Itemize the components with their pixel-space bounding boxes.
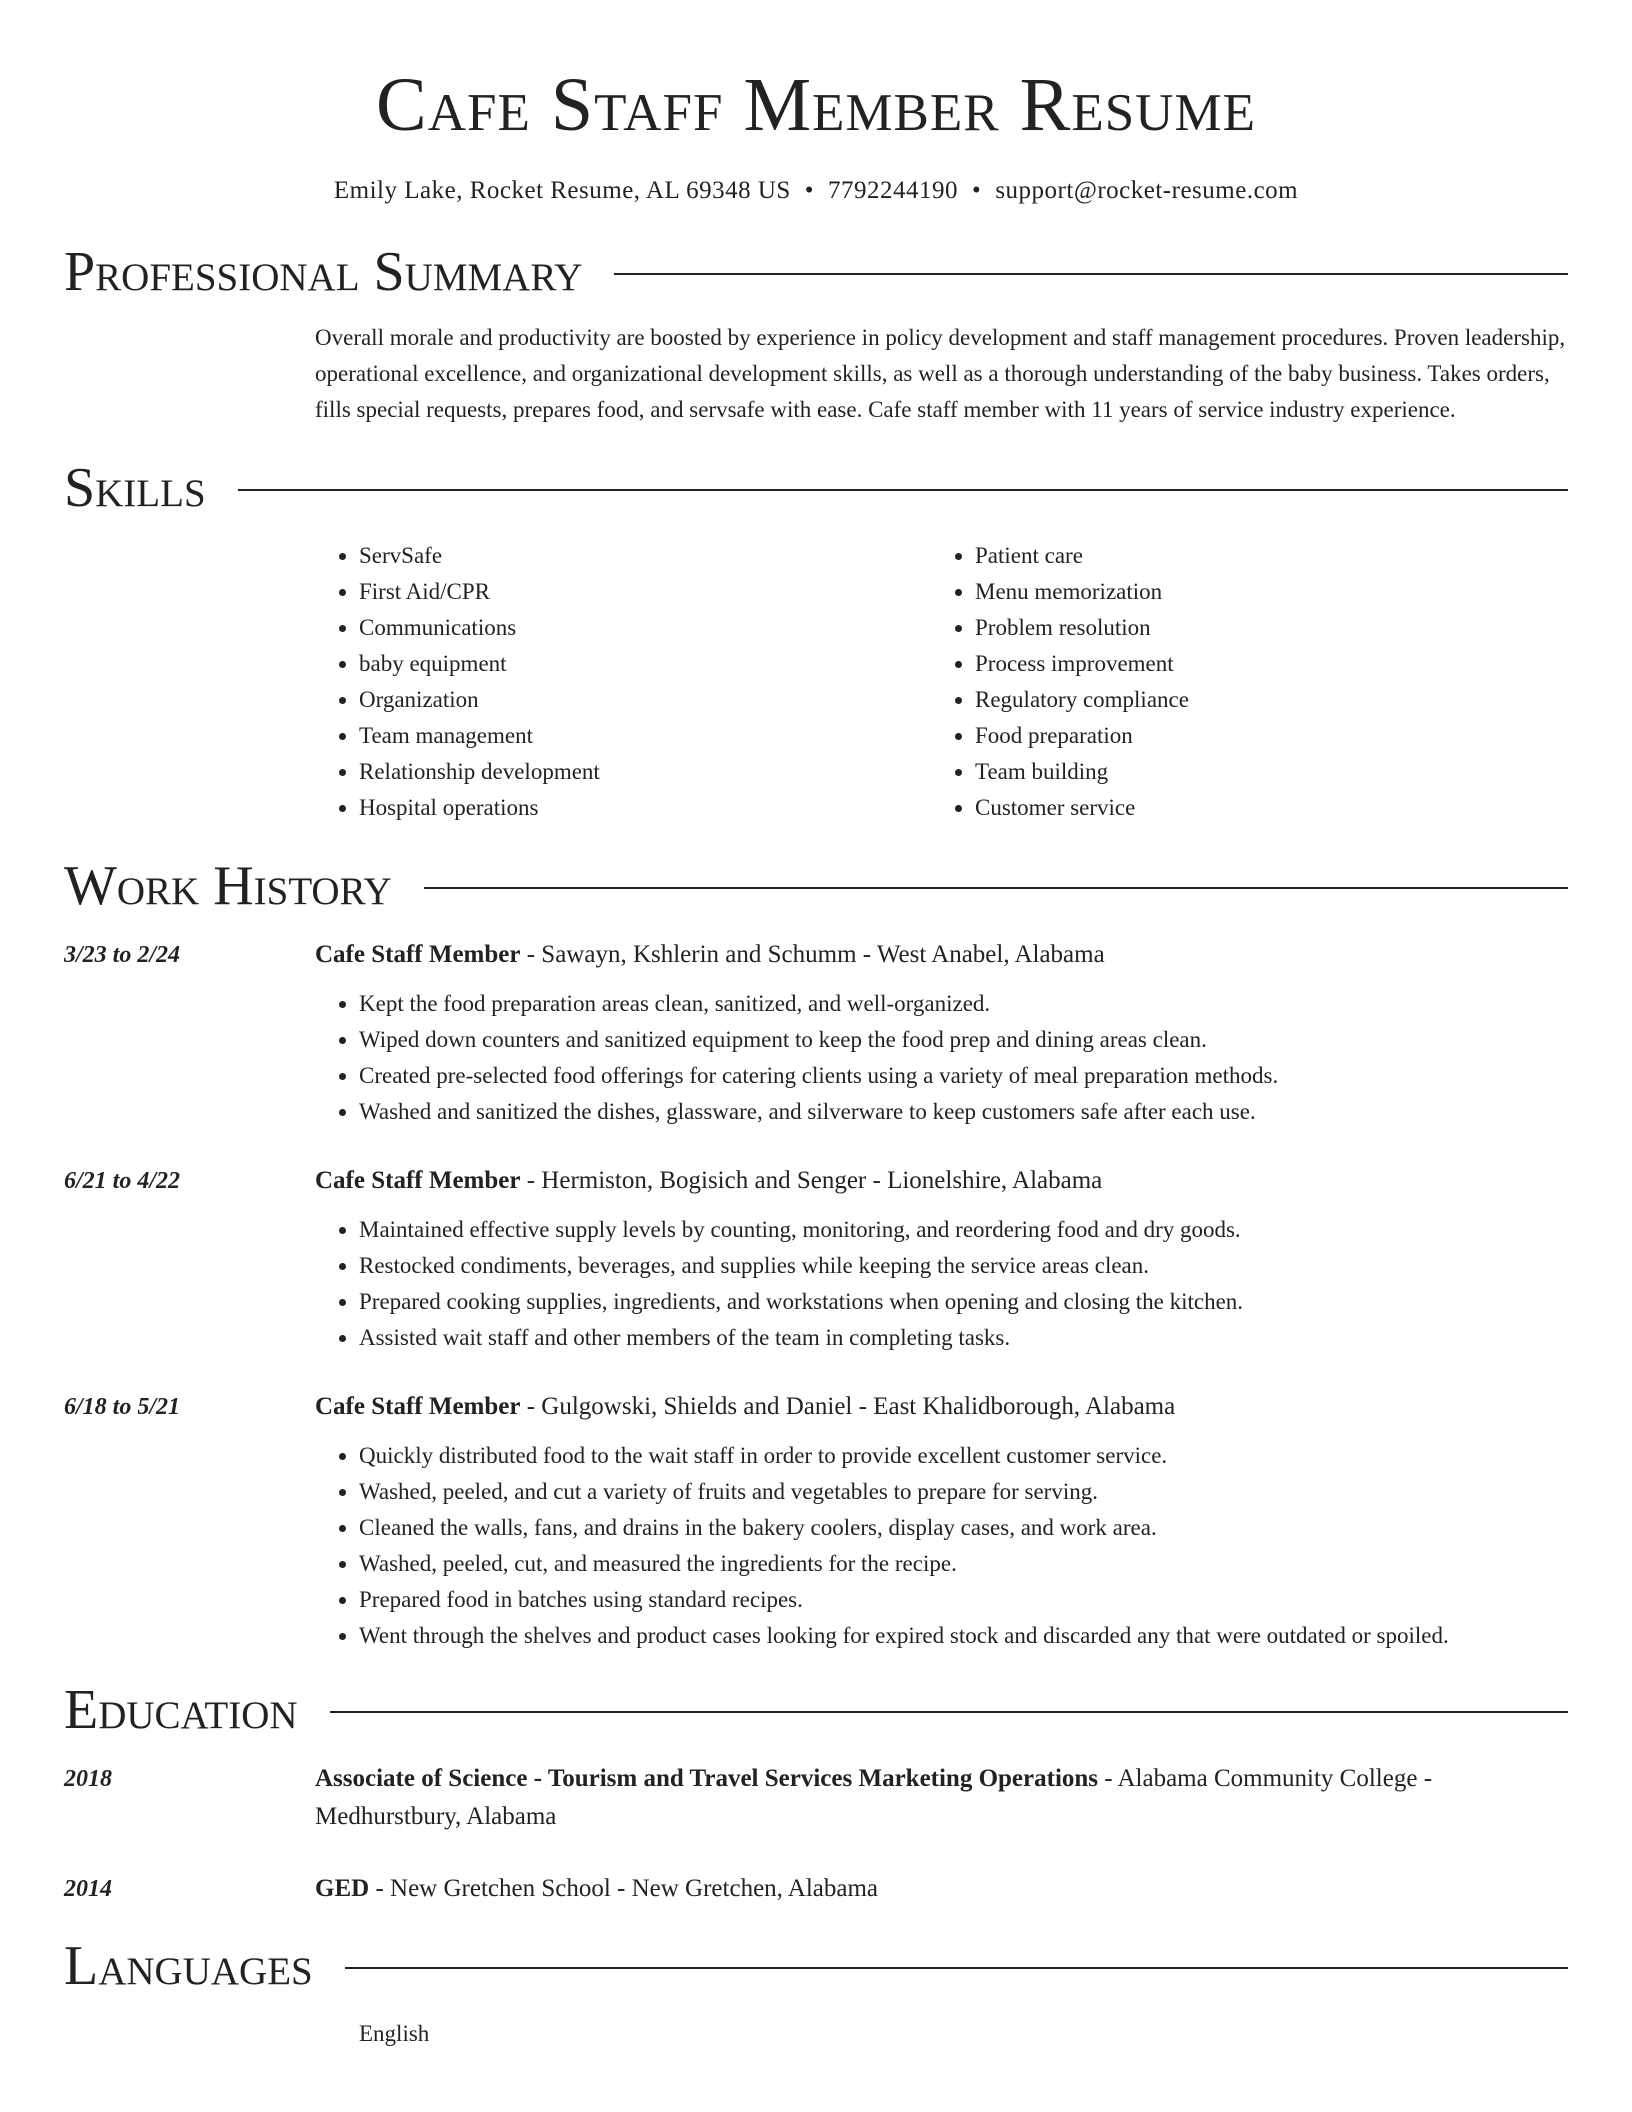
skills-list	[315, 538, 1568, 826]
skill-item: • Team building	[975, 754, 1547, 790]
skill-item: • ServSafe	[359, 538, 931, 574]
skill-item: • Food preparation	[975, 718, 1547, 754]
job-bullet: • Prepared food in batches using standard recipes.	[359, 1582, 1568, 1618]
skills-column-right	[931, 538, 1547, 826]
summary-text: Overall morale and productivity are boosted by experience in policy development and staff management procedures. Proven leadership, operational excellence, and organizational development skills, as well as a thorough understanding of the baby business. Takes orders, fills special requests, prepares food, and servsafe with ease. Cafe staff member with 11 years of service industry experience.	[315, 325, 1566, 422]
job-entry	[64, 1162, 1568, 1356]
job-employer: - Gulgowski, Shields and Daniel - East Khalidborough, Alabama	[520, 1393, 1176, 1420]
job-bullet: • Assisted wait staff and other members of the team in completing tasks.	[359, 1320, 1568, 1356]
job-bullet: • Kept the food preparation areas clean, sanitized, and well-organized.	[359, 986, 1568, 1022]
job-bullet: • Prepared cooking supplies, ingredients, and workstations when opening and closing the kitchen.	[359, 1284, 1568, 1320]
job-employer: - Hermiston, Bogisich and Senger - Lionelshire, Alabama	[520, 1167, 1103, 1194]
section-heading: Work History	[64, 855, 392, 917]
contact-separator: •	[804, 177, 815, 204]
education-degree: GED	[315, 1875, 370, 1902]
job-title: Cafe Staff Member	[315, 1167, 521, 1194]
skill-item: • First Aid/CPR	[359, 574, 931, 610]
resume-page	[64, 0, 1568, 2052]
section-education	[64, 1680, 1568, 1740]
job-content	[315, 1388, 1568, 1654]
education-degree: Associate of Science - Tourism and Travel Services Marketing Operations	[315, 1765, 1099, 1792]
job-heading	[315, 1162, 1568, 1200]
job-bullets	[315, 1212, 1568, 1356]
section-divider	[424, 887, 1568, 889]
job-heading	[315, 936, 1568, 974]
job-bullet: • Wiped down counters and sanitized equipment to keep the food prep and dining areas clean.	[359, 1022, 1568, 1058]
job-dates: 6/21 to 4/22	[64, 1168, 181, 1194]
job-bullet: • Restocked condiments, beverages, and supplies while keeping the service areas clean.	[359, 1248, 1568, 1284]
section-divider	[330, 1711, 1568, 1713]
section-languages	[64, 1936, 1568, 1996]
section-divider	[238, 489, 1568, 491]
job-bullet: • Created pre-selected food offerings for catering clients using a variety of meal preparation methods.	[359, 1058, 1568, 1094]
skill-item: • Relationship development	[359, 754, 931, 790]
education-year: 2018	[64, 1766, 112, 1792]
job-bullet: • Went through the shelves and product cases looking for expired stock and discarded any that were outdated or spoiled.	[359, 1618, 1568, 1654]
job-employer: - Sawayn, Kshlerin and Schumm - West Anabel, Alabama	[520, 941, 1105, 968]
languages-list	[359, 2016, 1568, 2052]
education-entry	[64, 1870, 1568, 1908]
education-school: - New Gretchen School - New Gretchen, Alabama	[369, 1875, 879, 1902]
skills-column-left	[315, 538, 931, 826]
section-heading: Education	[64, 1679, 298, 1741]
skill-item: • Problem resolution	[975, 610, 1547, 646]
job-content	[315, 1162, 1568, 1356]
resume-title: Cafe Staff Member Resume	[376, 63, 1256, 147]
job-title: Cafe Staff Member	[315, 941, 521, 968]
section-professional-summary	[64, 242, 1568, 302]
job-entry	[64, 936, 1568, 1130]
job-bullets	[315, 986, 1568, 1130]
skill-item: • Organization	[359, 682, 931, 718]
skill-item: • Menu memorization	[975, 574, 1547, 610]
education-school: - Alabama Community College - Medhurstbury, Alabama	[315, 1765, 1433, 1830]
skill-item: • Patient care	[975, 538, 1547, 574]
contact-phone: 7792244190	[828, 177, 959, 204]
contact-address: Emily Lake, Rocket Resume, AL 69348 US	[333, 177, 791, 204]
job-bullet: • Cleaned the walls, fans, and drains in the bakery coolers, display cases, and work area.	[359, 1510, 1568, 1546]
education-entry	[64, 1760, 1568, 1836]
job-title: Cafe Staff Member	[315, 1393, 521, 1420]
section-divider	[614, 273, 1568, 275]
job-bullet: • Washed, peeled, and cut a variety of fruits and vegetables to prepare for serving.	[359, 1474, 1568, 1510]
job-bullet: • Washed and sanitized the dishes, glassware, and silverware to keep customers safe after each use.	[359, 1094, 1568, 1130]
job-bullet: • Maintained effective supply levels by counting, monitoring, and reordering food and dry goods.	[359, 1212, 1568, 1248]
job-heading	[315, 1388, 1568, 1426]
section-heading: Professional Summary	[64, 241, 583, 303]
section-heading: Skills	[64, 457, 206, 519]
section-work-history	[64, 856, 1568, 916]
language-item: English	[359, 2021, 430, 2046]
contact-line	[64, 174, 1568, 208]
section-heading: Languages	[64, 1935, 313, 1997]
skill-item: • baby equipment	[359, 646, 931, 682]
job-content	[315, 936, 1568, 1130]
job-dates: 3/23 to 2/24	[64, 942, 181, 968]
skill-item: • Process improvement	[975, 646, 1547, 682]
job-bullet: • Quickly distributed food to the wait staff in order to provide excellent customer service.	[359, 1438, 1568, 1474]
section-divider	[345, 1967, 1568, 1969]
contact-separator: •	[972, 177, 982, 204]
job-dates: 6/18 to 5/21	[64, 1394, 181, 1420]
skill-item: • Team management	[359, 718, 931, 754]
section-skills	[64, 458, 1568, 518]
skill-item: • Regulatory compliance	[975, 682, 1547, 718]
skill-item: • Customer service	[975, 790, 1547, 826]
education-heading	[315, 1760, 1568, 1836]
job-bullet: • Washed, peeled, cut, and measured the ingredients for the recipe.	[359, 1546, 1568, 1582]
skill-item: • Communications	[359, 610, 931, 646]
education-year: 2014	[64, 1876, 112, 1902]
skill-item: • Hospital operations	[359, 790, 931, 826]
education-heading	[315, 1870, 1568, 1908]
contact-email[interactable]: support@rocket-resume.com	[995, 177, 1299, 204]
job-entry	[64, 1388, 1568, 1654]
job-bullets	[315, 1438, 1568, 1654]
